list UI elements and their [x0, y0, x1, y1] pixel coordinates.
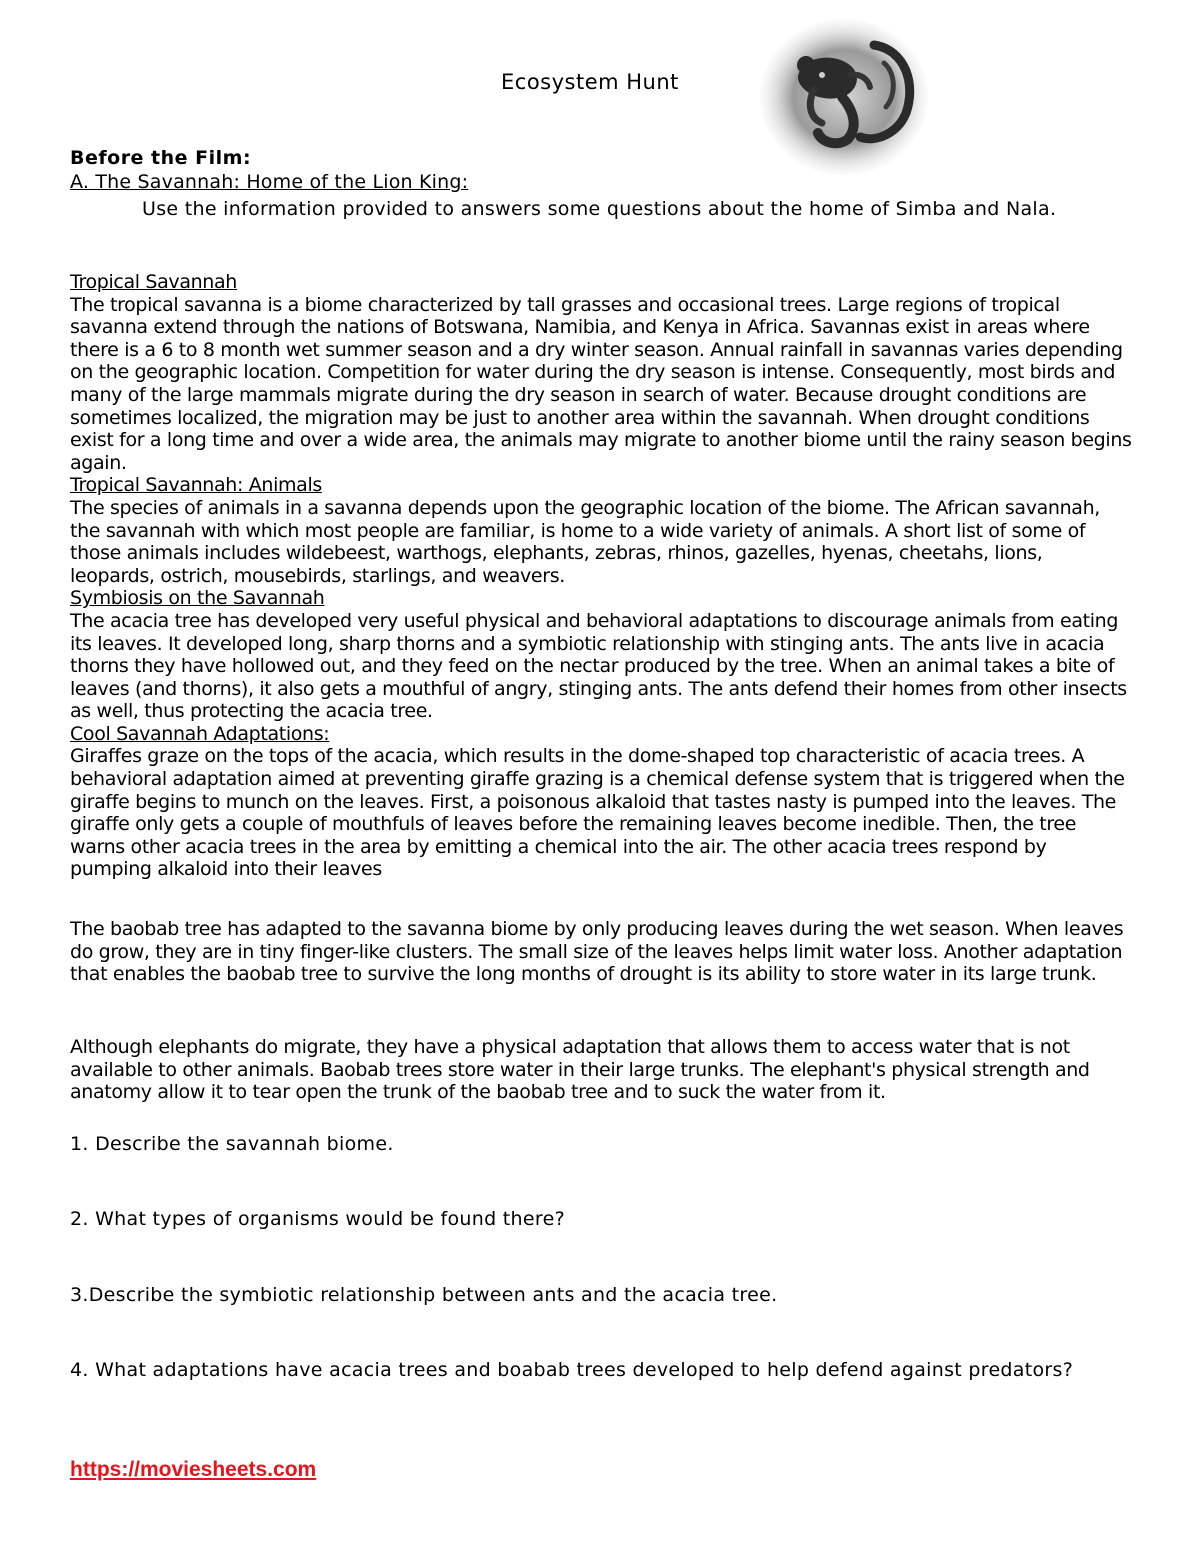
elephants-paragraph: Although elephants do migrate, they have a physical adaptation that allows them to access water that is not available to other animals. Baobab trees store water in their large trunks. The elephant's physical strength and anatomy allow it to tear open the trunk of the baobab tree and to suck the water from it.	[70, 1036, 1090, 1104]
subheading-savannah: A. The Savannah: Home of the Lion King:	[70, 171, 469, 193]
section-label-symbiosis: Symbiosis on the Savannah	[70, 587, 325, 610]
intro-text: Use the information provided to answers some questions about the home of Simba and Nala.	[142, 198, 1057, 220]
section-heading: Before the Film:	[70, 147, 252, 169]
question-1: 1. Describe the savannah biome.	[70, 1133, 394, 1155]
simba-cave-painting-icon	[756, 15, 936, 175]
footer-link[interactable]: https://moviesheets.com	[70, 1458, 317, 1481]
section-label-adaptations: Cool Savannah Adaptations:	[70, 722, 330, 745]
page-title: Ecosystem Hunt	[501, 70, 679, 94]
question-2: 2. What types of organisms would be found there?	[70, 1208, 565, 1230]
section-label-tropical-savannah: Tropical Savannah	[70, 271, 237, 293]
section-text-animals: The species of animals in a savanna depends upon the geographic location of the biome. The African savannah, the savannah with which most people are familiar, is home to a wide variety of animals. A short list of some of those animals includes wildebeest, warthogs, elephants, zebras, rhinos, gazelles, hyenas, cheetahs, lions, leopards, ostrich, mousebirds, starlings, and weavers.	[70, 496, 1100, 587]
reading-passage	[70, 271, 1132, 881]
section-label-animals: Tropical Savannah: Animals	[70, 474, 322, 497]
question-4: 4. What adaptations have acacia trees and boabab trees developed to help defend against predators?	[70, 1359, 1074, 1381]
baobab-paragraph: The baobab tree has adapted to the savanna biome by only producing leaves during the wet season. When leaves do grow, they are in tiny finger-like clusters. The small size of the leaves helps limit water loss. Another adaptation that enables the baobab tree to survive the long months of drought is its ability to store water in its large trunk.	[70, 918, 1124, 986]
section-text-tropical-savannah: The tropical savanna is a biome characterized by tall grasses and occasional trees. Large regions of tropical savanna extend through the nations of Botswana, Namibia, and Kenya in Africa. Savannas exist in areas where there is a 6 to 8 month wet summer season and a dry winter season. Annual rainfall in savannas varies depending on the geographic location. Competition for water during the dry season is intense. Consequently, most birds and many of the large mammals migrate during the dry season in search of water. Because drought conditions are sometimes localized, the migration may be just to another area within the savannah. When drought conditions exist for a long time and over a wide area, the animals may migrate to another biome until the rainy season begins again.	[70, 293, 1132, 474]
intro-paragraph	[70, 197, 1130, 222]
section-text-symbiosis: The acacia tree has developed very useful physical and behavioral adaptations to discourage animals from eating its leaves. It developed long, sharp thorns and a symbiotic relationship with stinging ants. The ants live in acacia thorns they have hollowed out, and they feed on the nectar produced by the tree. When an animal takes a bite of leaves (and thorns), it also gets a mouthful of angry, stinging ants. The ants defend their homes from other insects as well, thus protecting the acacia tree.	[70, 609, 1127, 723]
question-3: 3.Describe the symbiotic relationship between ants and the acacia tree.	[70, 1284, 778, 1306]
section-text-adaptations: Giraffes graze on the tops of the acacia, which results in the dome-shaped top characteristic of acacia trees. A behavioral adaptation aimed at preventing giraffe grazing is a chemical defense system that is triggered when the giraffe begins to munch on the leaves. First, a poisonous alkaloid that tastes nasty is pumped into the leaves. The giraffe only gets a couple of mouthfuls of leaves before the remaining leaves become inedible. Then, the tree warns other acacia trees in the area by emitting a chemical into the air. The other acacia trees respond by pumping alkaloid into their leaves	[70, 745, 1125, 881]
